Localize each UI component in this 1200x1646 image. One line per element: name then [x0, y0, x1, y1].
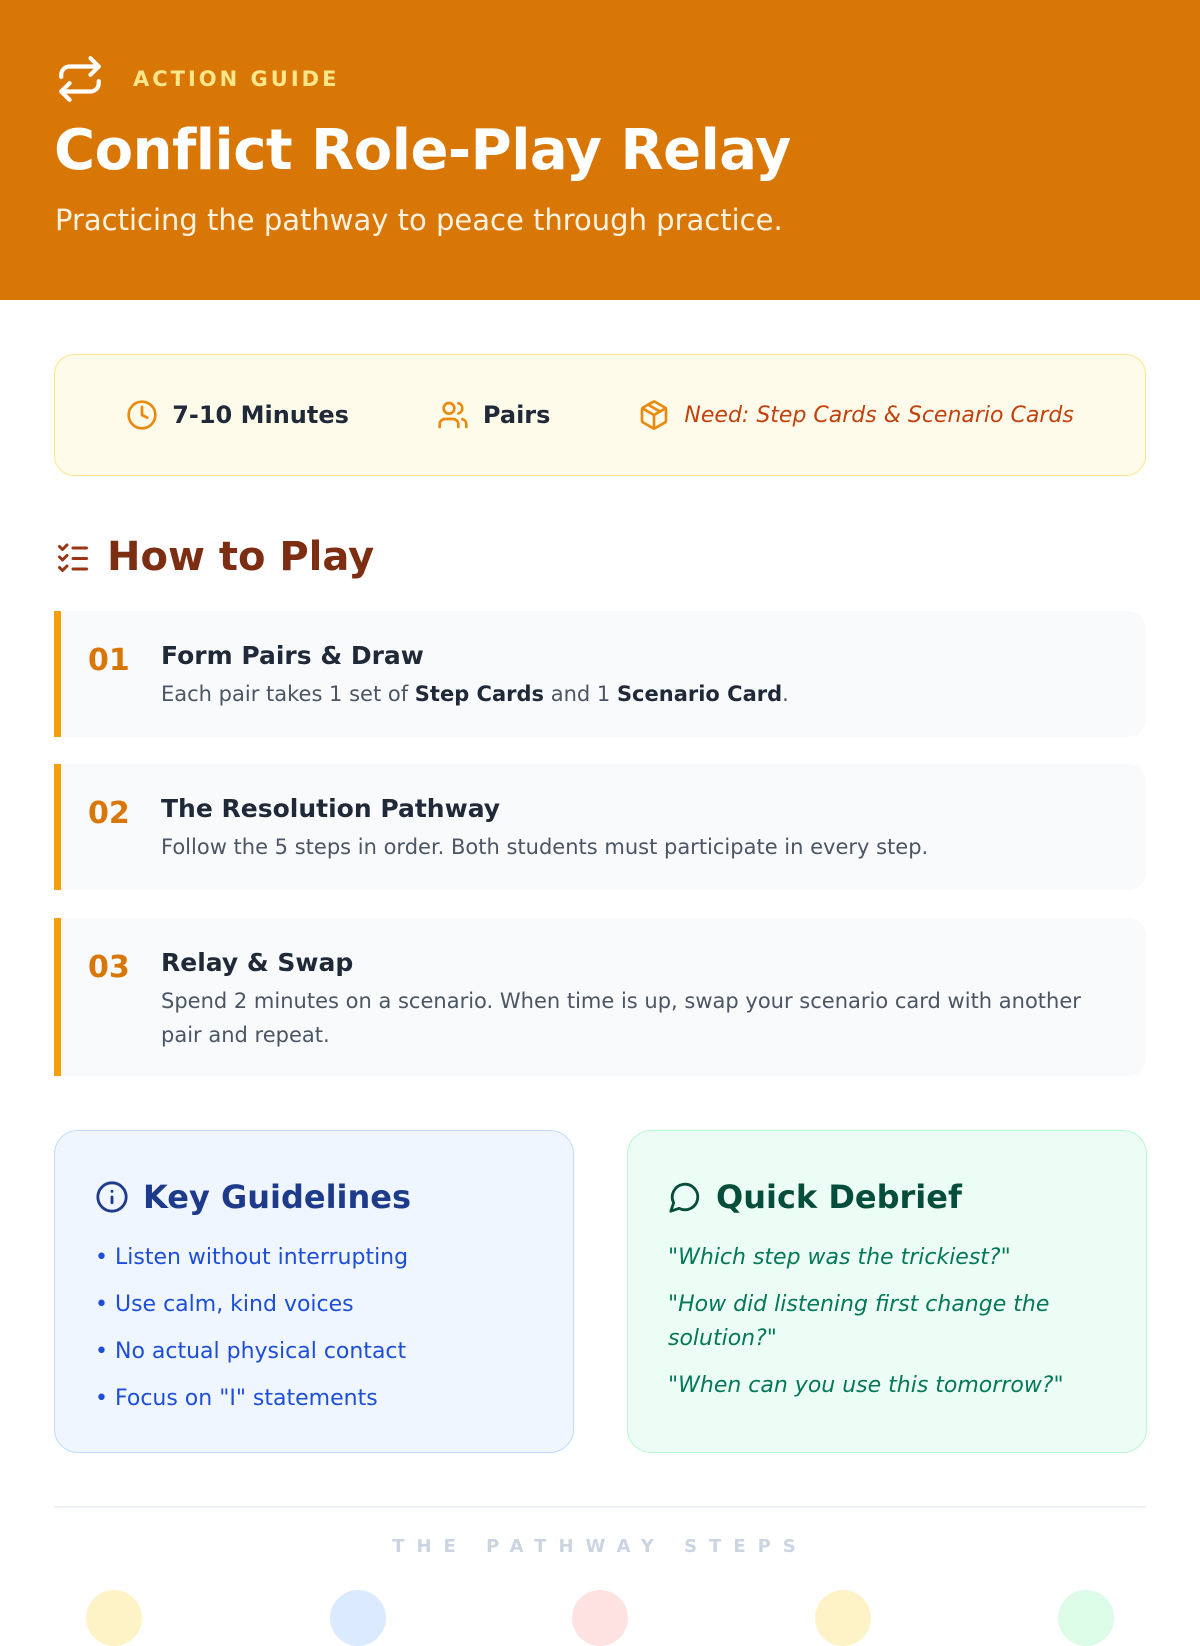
divider: [54, 1506, 1146, 1508]
checklist-icon: [55, 539, 91, 575]
list-item: "How did listening first change the solution?": [668, 1292, 1050, 1351]
package-icon: [638, 399, 670, 431]
key-guidelines-card: [54, 1130, 574, 1453]
step-number: 02: [88, 796, 130, 831]
debrief-questions: [668, 1241, 1118, 1416]
info-icon: [95, 1180, 129, 1214]
users-icon: [437, 399, 469, 431]
activity-meta-bar: [54, 354, 1146, 476]
pathway-step-dot: [815, 1590, 871, 1646]
list-item: • Use calm, kind voices: [95, 1288, 545, 1322]
pathway-step-dot: [86, 1590, 142, 1646]
pathway-step-dot: [330, 1590, 386, 1646]
header-banner: [0, 0, 1200, 300]
step-card: [54, 918, 1146, 1076]
duration-info: [126, 399, 349, 431]
pathway-step-dot: [1058, 1590, 1114, 1646]
step-title: The Resolution Pathway: [161, 794, 501, 823]
step-description: Each pair takes 1 set of Step Cards and 1 Scenario Card.: [161, 682, 789, 706]
step-card: [54, 611, 1146, 737]
list-item: • No actual physical contact: [95, 1335, 545, 1369]
list-item: "When can you use this tomorrow?": [668, 1373, 1064, 1398]
list-item: • Focus on "I" statements: [95, 1382, 545, 1416]
guidelines-heading: [95, 1175, 411, 1219]
list-item: "Which step was the trickiest?": [668, 1245, 1011, 1270]
eyebrow-label: ACTION GUIDE: [133, 67, 340, 91]
chat-bubble-icon: [668, 1180, 702, 1214]
page-subtitle: Practicing the pathway to peace through practice.: [55, 203, 783, 237]
duration-label: 7-10 Minutes: [172, 401, 349, 429]
step-number: 03: [88, 950, 130, 985]
step-title: Form Pairs & Draw: [161, 641, 424, 670]
guidelines-list: [95, 1241, 545, 1429]
step-title: Relay & Swap: [161, 948, 354, 977]
repeat-arrows-icon: [55, 54, 105, 104]
pathway-step-dot: [572, 1590, 628, 1646]
pathway-steps-label: THE PATHWAY STEPS: [392, 1536, 808, 1557]
step-number: 01: [88, 643, 130, 678]
debrief-title: Quick Debrief: [716, 1178, 962, 1216]
step-description: Spend 2 minutes on a scenario. When time is up, swap your scenario card with another pair and repeat.: [161, 989, 1081, 1047]
page-title: Conflict Role-Play Relay: [54, 118, 791, 183]
debrief-heading: [668, 1175, 962, 1219]
guidelines-title: Key Guidelines: [143, 1178, 412, 1216]
clock-icon: [126, 399, 158, 431]
quick-debrief-card: [627, 1130, 1147, 1453]
section-title: How to Play: [107, 534, 375, 580]
step-description: Follow the 5 steps in order. Both students must participate in every step.: [161, 835, 929, 859]
materials-label: Need: Step Cards & Scenario Cards: [684, 402, 1074, 428]
group-size-label: Pairs: [482, 401, 551, 429]
group-size-info: [437, 399, 551, 431]
step-card: [54, 764, 1146, 890]
how-to-play-heading: [55, 532, 374, 582]
list-item: • Listen without interrupting: [95, 1241, 545, 1275]
eyebrow: [55, 54, 339, 104]
materials-info: [638, 399, 1073, 431]
